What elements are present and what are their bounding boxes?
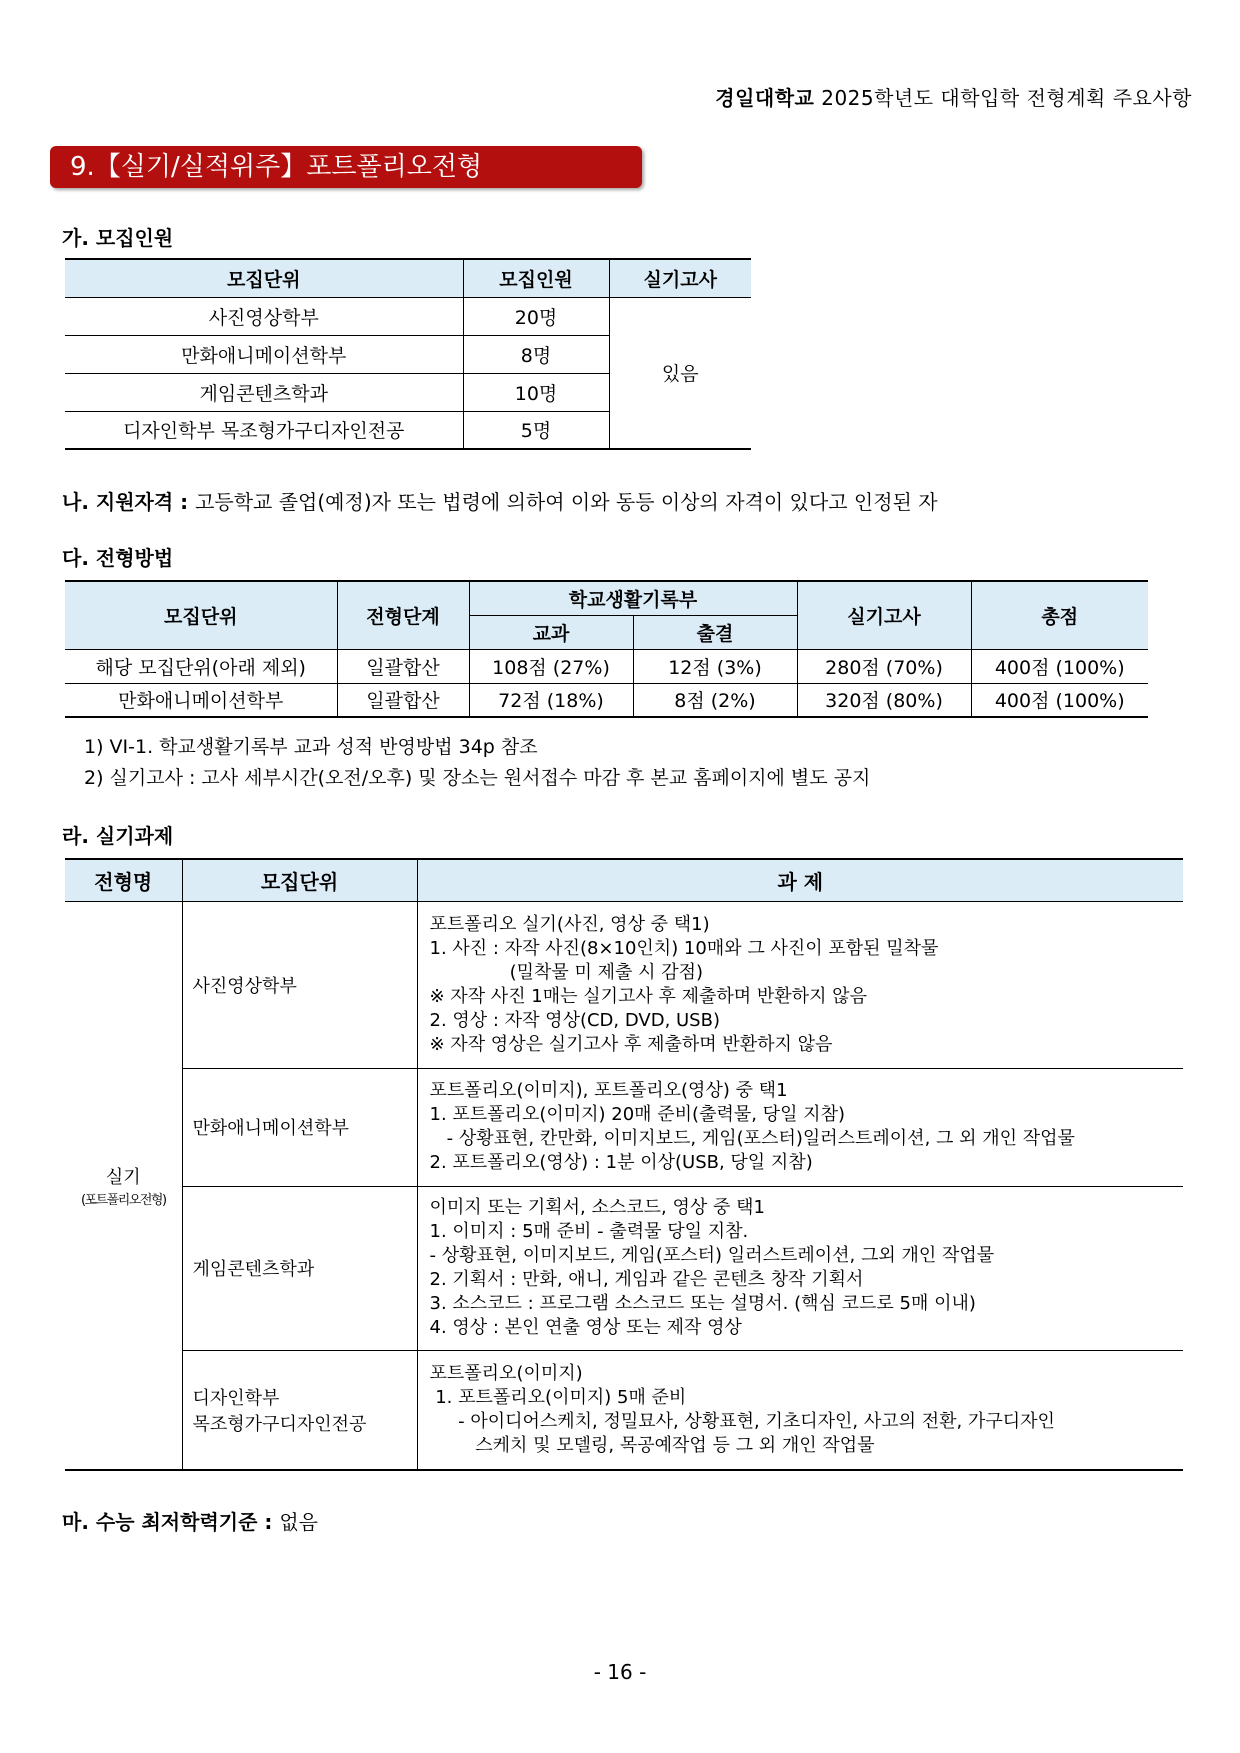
col-header-task: 과 제 xyxy=(417,859,1183,901)
task-line: 포트폴리오(이미지) xyxy=(429,1362,583,1384)
table-cell: 8점 (2%) xyxy=(633,683,797,717)
unit-label: 만화애니메이션학부 xyxy=(192,1118,349,1139)
task-cell xyxy=(417,1068,1183,1186)
table-cell: 해당 모집단위(아래 제외) xyxy=(65,649,337,683)
section-title-c: 다. 전형방법 xyxy=(62,546,174,570)
task-line: 스케치 및 모델링, 목공예작업 등 그 외 개인 작업물 xyxy=(429,1434,875,1456)
table-row xyxy=(65,1186,1183,1350)
task-line: 포트폴리오 실기(사진, 영상 중 택1) xyxy=(429,913,710,935)
col-header-exam: 실기고사 xyxy=(797,581,971,649)
min-standard-text: 없음 xyxy=(279,1510,318,1534)
task-line: 1. 이미지 : 5매 준비 - 출력물 당일 지참. xyxy=(429,1221,749,1242)
type-sub: (포트폴리오전형) xyxy=(80,1192,166,1208)
task-cell xyxy=(417,1350,1183,1470)
col-header-subject: 교과 xyxy=(469,615,633,649)
col-header-unit: 모집단위 xyxy=(65,259,463,297)
col-header-unit: 모집단위 xyxy=(65,581,337,649)
table-cell: 400점 (100%) xyxy=(971,683,1148,717)
task-cell xyxy=(417,1186,1183,1350)
table-cell: 10명 xyxy=(463,373,609,411)
task-line: - 상황표현, 칸만화, 이미지보드, 게임(포스터)일러스트레이션, 그 외 개인 작업물 xyxy=(429,1128,1075,1149)
section-b xyxy=(62,486,938,515)
practical-task-table xyxy=(65,858,1183,1471)
unit-cell xyxy=(182,901,417,1068)
note-2: 2) 실기고사 : 고사 세부시간(오전/오후) 및 장소는 원서접수 마감 후 본교 홈페이지에 별도 공지 xyxy=(84,767,871,789)
table-cell: 디자인학부 목조형가구디자인전공 xyxy=(65,411,463,449)
table-cell: 72점 (18%) xyxy=(469,683,633,717)
section-banner: 9.【실기/실적위주】포트폴리오전형 xyxy=(50,146,642,188)
section-title-d: 라. 실기과제 xyxy=(62,824,174,848)
task-line: 포트폴리오(이미지), 포트폴리오(영상) 중 택1 xyxy=(429,1080,788,1101)
table-row xyxy=(65,1068,1183,1186)
task-line: ※ 자작 영상은 실기고사 후 제출하며 반환하지 않음 xyxy=(429,1033,833,1055)
task-line: 1. 포트폴리오(이미지) 20매 준비(출력물, 당일 지참) xyxy=(429,1104,845,1125)
task-line: 4. 영상 : 본인 연출 영상 또는 제작 영상 xyxy=(429,1317,742,1338)
table-cell: 108점 (27%) xyxy=(469,649,633,683)
col-header-exam: 실기고사 xyxy=(609,259,751,297)
table-cell: 280점 (70%) xyxy=(797,649,971,683)
table-cell: 8명 xyxy=(463,335,609,373)
type-cell xyxy=(65,901,182,1470)
task-line: (밀착물 미 제출 시 감점) xyxy=(429,961,704,983)
table-row xyxy=(65,649,1148,683)
table-cell: 사진영상학부 xyxy=(65,297,463,335)
page-number: - 16 - xyxy=(593,1660,647,1684)
unit-cell xyxy=(182,1350,417,1470)
unit-label: 디자인학부 xyxy=(192,1387,280,1409)
task-line: - 아이디어스케치, 정밀묘사, 상황표현, 기초디자인, 사고의 전환, 가구디자인 xyxy=(429,1410,1055,1432)
task-cell xyxy=(417,901,1183,1068)
type-name: 실기 xyxy=(105,1166,141,1188)
unit-label: 사진영상학부 xyxy=(192,975,297,997)
recruit-table xyxy=(65,258,751,450)
table-cell: 만화애니메이션학부 xyxy=(65,683,337,717)
page-header xyxy=(715,82,1192,111)
unit-label: 목조형가구디자인전공 xyxy=(192,1413,367,1435)
col-header-record: 학교생활기록부 xyxy=(469,581,797,615)
col-header-type: 전형명 xyxy=(65,859,182,901)
exam-cell: 있음 xyxy=(609,297,751,449)
task-line: 2. 포트폴리오(영상) : 1분 이상(USB, 당일 지참) xyxy=(429,1152,813,1173)
school-name: 경일대학교 xyxy=(715,86,815,110)
table-row xyxy=(65,683,1148,717)
task-line: 1. 포트폴리오(이미지) 5매 준비 xyxy=(429,1386,687,1408)
col-header-unit: 모집단위 xyxy=(182,859,417,901)
table-cell: 일괄합산 xyxy=(337,649,469,683)
task-line: - 상황표현, 이미지보드, 게임(포스터) 일러스트레이션, 그외 개인 작업물 xyxy=(429,1245,995,1266)
table-cell: 12점 (3%) xyxy=(633,649,797,683)
table-cell: 5명 xyxy=(463,411,609,449)
unit-label: 게임콘텐츠학과 xyxy=(192,1259,315,1280)
unit-cell xyxy=(182,1186,417,1350)
col-header-stage: 전형단계 xyxy=(337,581,469,649)
section-e xyxy=(62,1506,318,1535)
task-line: 3. 소스코드 : 프로그램 소스코드 또는 설명서. (핵심 코드로 5매 이내) xyxy=(429,1293,976,1314)
table-cell: 게임콘텐츠학과 xyxy=(65,373,463,411)
task-line: 이미지 또는 기획서, 소스코드, 영상 중 택1 xyxy=(429,1197,765,1218)
section-title-e: 마. 수능 최저학력기준 : xyxy=(62,1510,280,1534)
table-cell: 400점 (100%) xyxy=(971,649,1148,683)
table-cell: 만화애니메이션학부 xyxy=(65,335,463,373)
table-row xyxy=(65,1350,1183,1470)
task-line: 1. 사진 : 자작 사진(8×10인치) 10매와 그 사진이 포함된 밀착물 xyxy=(429,937,939,959)
table-row xyxy=(65,901,1183,1068)
table-cell: 20명 xyxy=(463,297,609,335)
section-title-a: 가. 모집인원 xyxy=(62,226,174,250)
col-header-count: 모집인원 xyxy=(463,259,609,297)
eligibility-text: 고등학교 졸업(예정)자 또는 법령에 의하여 이와 동등 이상의 자격이 있다고 인정된 자 xyxy=(195,490,938,514)
task-line: 2. 영상 : 자작 영상(CD, DVD, USB) xyxy=(429,1009,720,1031)
note-1: 1) VI-1. 학교생활기록부 교과 성적 반영방법 34p 참조 xyxy=(84,736,538,758)
selection-method-table xyxy=(65,580,1148,718)
task-line: ※ 자작 사진 1매는 실기고사 후 제출하며 반환하지 않음 xyxy=(429,985,867,1007)
col-header-total: 총점 xyxy=(971,581,1148,649)
table-cell: 320점 (80%) xyxy=(797,683,971,717)
col-header-attendance: 출결 xyxy=(633,615,797,649)
unit-cell xyxy=(182,1068,417,1186)
section-title-b: 나. 지원자격 : xyxy=(62,490,196,514)
table-cell: 일괄합산 xyxy=(337,683,469,717)
header-text: 2025학년도 대학입학 전형계획 주요사항 xyxy=(814,86,1192,110)
task-line: 2. 기획서 : 만화, 애니, 게임과 같은 콘텐츠 창작 기획서 xyxy=(429,1269,864,1290)
